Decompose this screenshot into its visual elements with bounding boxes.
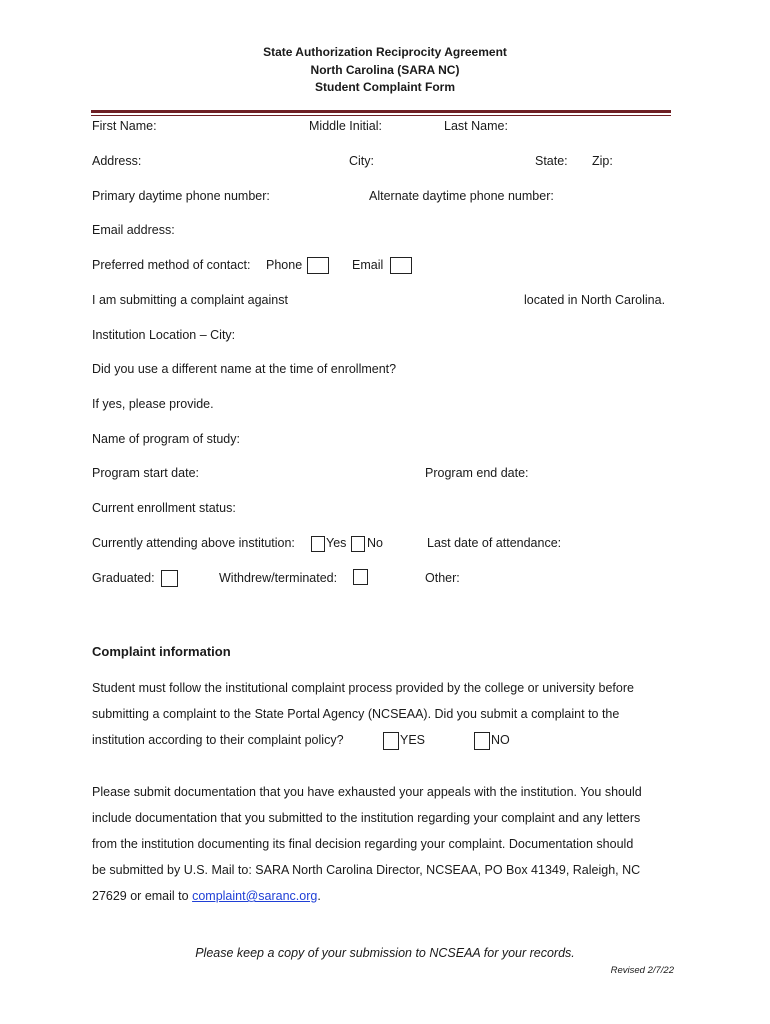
institution-city-label: Institution Location – City: <box>92 328 236 342</box>
email-label: Email address: <box>92 223 175 237</box>
revised-date: Revised 2/7/22 <box>610 965 674 976</box>
state-label: State: <box>535 154 568 168</box>
email-checkbox[interactable] <box>390 257 412 274</box>
zip-label: Zip: <box>592 154 613 168</box>
complaint-against-label: I am submitting a complaint against <box>92 293 288 307</box>
program-name-label: Name of program of study: <box>92 432 240 446</box>
if-yes-label: If yes, please provide. <box>92 397 214 411</box>
program-end-label: Program end date: <box>425 466 529 480</box>
policy-no-label: NO <box>491 733 510 747</box>
withdrew-label: Withdrew/terminated: <box>219 571 338 585</box>
records-note: Please keep a copy of your submission to NCSEAA for your records. <box>195 946 575 960</box>
preferred-contact-label: Preferred method of contact: <box>92 258 251 272</box>
attending-yes-label: Yes <box>326 536 347 550</box>
complaint-para2-line3: from the institution documenting its final decision regarding your complaint. Documentation should <box>92 837 634 851</box>
graduated-checkbox[interactable] <box>161 570 178 587</box>
currently-attending-label: Currently attending above institution: <box>92 536 295 550</box>
complaint-para2-line1: Please submit documentation that you have exhausted your appeals with the institution. You should <box>92 785 642 799</box>
alternate-phone-label: Alternate daytime phone number: <box>369 189 554 203</box>
policy-yes-checkbox[interactable] <box>383 732 399 750</box>
complaint-para2-line2: include documentation that you submitted to the institution regarding your complaint and any letters <box>92 811 641 825</box>
email-option-label: Email <box>352 258 384 272</box>
form-title-line3: Student Complaint Form <box>315 80 455 94</box>
complaint-para1-line3: institution according to their complaint policy? <box>92 733 344 747</box>
header-divider-thin <box>91 115 671 116</box>
attending-no-label: No <box>367 536 383 550</box>
address-label: Address: <box>92 154 142 168</box>
graduated-label: Graduated: <box>92 571 155 585</box>
other-label: Other: <box>425 571 460 585</box>
complaint-email-link[interactable]: complaint@saranc.org <box>192 889 318 903</box>
mail-instructions-prefix: 27629 or email to <box>92 889 189 903</box>
complaint-info-heading: Complaint information <box>92 644 231 659</box>
city-label: City: <box>349 154 374 168</box>
complaint-para2-line4: be submitted by U.S. Mail to: SARA North Carolina Director, NCSEAA, PO Box 41349, Raleigh, NC <box>92 863 641 877</box>
located-nc-label: located in North Carolina. <box>524 293 666 307</box>
complaint-para2-line5 <box>92 889 321 903</box>
program-start-label: Program start date: <box>92 466 199 480</box>
middle-initial-label: Middle Initial: <box>309 119 382 133</box>
primary-phone-label: Primary daytime phone number: <box>92 189 270 203</box>
phone-option-label: Phone <box>266 258 303 272</box>
different-name-label: Did you use a different name at the time of enrollment? <box>92 362 397 376</box>
attending-yes-checkbox[interactable] <box>311 536 325 552</box>
phone-checkbox[interactable] <box>307 257 329 274</box>
attending-no-checkbox[interactable] <box>351 536 365 552</box>
header-divider-thick <box>91 110 671 113</box>
policy-yes-label: YES <box>400 733 426 747</box>
last-attendance-label: Last date of attendance: <box>427 536 562 550</box>
form-title-line2: North Carolina (SARA NC) <box>310 63 460 77</box>
form-title-line1: State Authorization Reciprocity Agreement <box>263 45 507 59</box>
policy-no-checkbox[interactable] <box>474 732 490 750</box>
complaint-para1-line1: Student must follow the institutional complaint process provided by the college or university before <box>92 681 634 695</box>
complaint-para1-line2: submitting a complaint to the State Portal Agency (NCSEAA). Did you submit a complaint to the <box>92 707 620 721</box>
mail-instructions-suffix: . <box>317 889 321 903</box>
withdrew-checkbox[interactable] <box>353 569 368 585</box>
last-name-label: Last Name: <box>444 119 508 133</box>
first-name-label: First Name: <box>92 119 157 133</box>
enrollment-status-label: Current enrollment status: <box>92 501 236 515</box>
